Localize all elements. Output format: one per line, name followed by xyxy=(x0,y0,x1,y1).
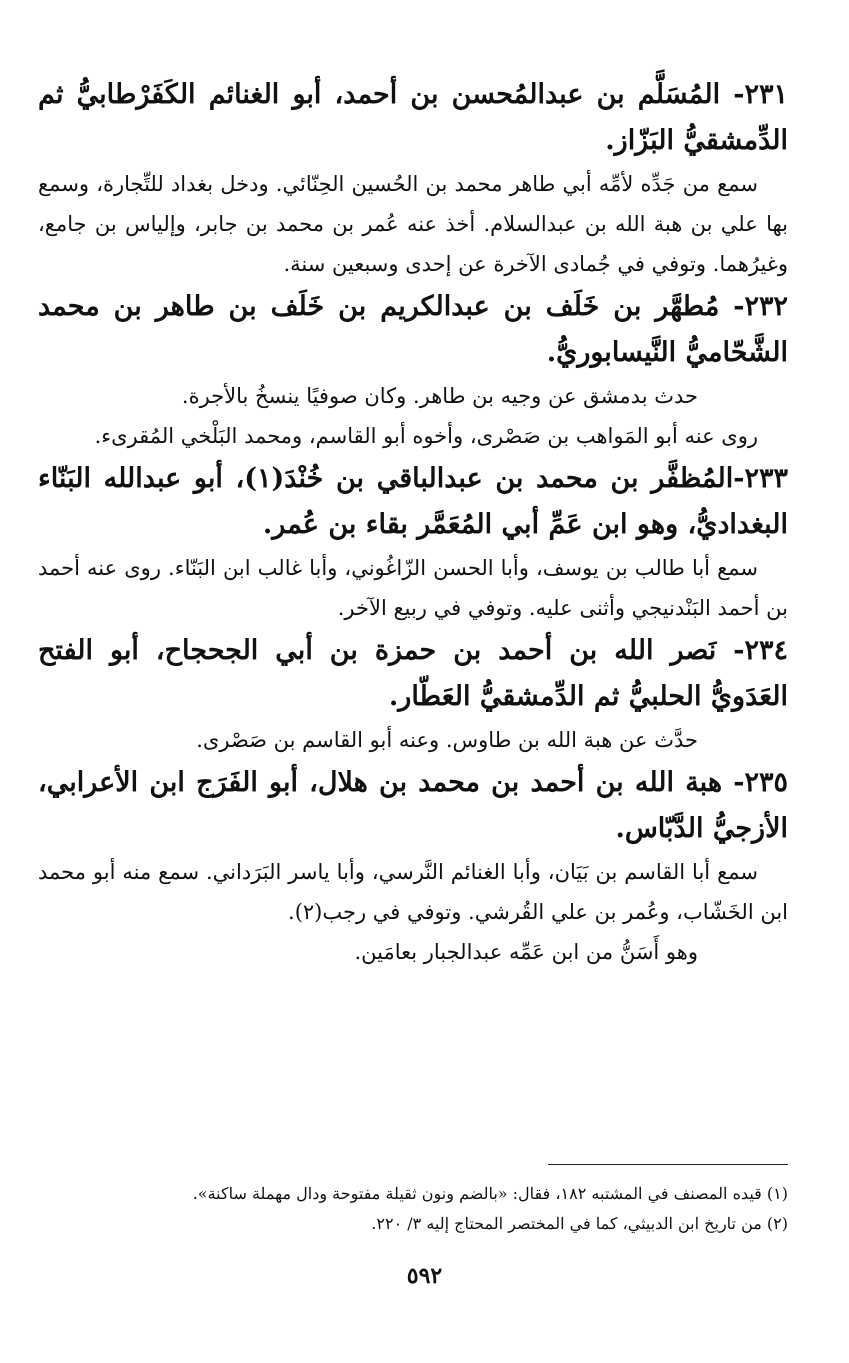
entry-text-235-a: سمع أبا القاسم بن بَيَان، وأبا الغنائم النَّرسي، وأبا ياسر البَرَداني. سمع منه أبو محمد ابن الخَشّاب، وعُمر بن علي القُرشي. وتوفي في رجب(٢). xyxy=(38,860,788,924)
entry-text-234: حدَّث عن هبة الله بن طاوس. وعنه أبو القاسم بن صَصْرى. xyxy=(196,728,698,752)
entry-text-232-b: روى عنه أبو المَواهب بن صَصْرى، وأخوه أبو القاسم، ومحمد البَلْخي المُقرىء. xyxy=(94,424,758,448)
entry-text-231: سمع من جَدِّه لأمِّه أبي طاهر محمد بن الحُسين الحِنّائي. ودخل بغداد للتِّجارة، وسمع بها علي بن هبة الله بن عبدالسلام. أخذ عنه عُمر بن محمد بن جابر، وإلياس بن جامع، وغيرُهما. وتوفي في جُمادى الآخرة عن إحدى وسبعين سنة. xyxy=(38,172,788,276)
footnotes xyxy=(38,1164,788,1239)
entry-text-235-b: وهو أَسَنُّ من ابن عَمِّه عبدالجبار بعامَين. xyxy=(354,940,698,964)
entry-heading-235: ٢٣٥- هبة الله بن أحمد بن محمد بن هلال، أبو الفَرَج ابن الأعرابي، الأزجيُّ الدَّبّاس. xyxy=(38,767,788,844)
page-body xyxy=(38,72,788,972)
footnote-divider xyxy=(548,1164,788,1165)
entry-text-233: سمع أبا طالب بن يوسف، وأبا الحسن الزّاغُوني، وأبا غالب ابن البَنّاء. روى عنه أحمد بن أحمد البَنْدنيجي وأثنى عليه. وتوفي في ربيع الآخر. xyxy=(38,556,788,620)
page-number: ٥٩٢ xyxy=(406,1263,443,1289)
entry-text-232-a: حدث بدمشق عن وجيه بن طاهر. وكان صوفيًا ينسخُ بالأجرة. xyxy=(181,384,698,408)
footnote-2: (٢) من تاريخ ابن الدبيثي، كما في المختصر المحتاج إليه ٣/ ٢٢٠. xyxy=(371,1214,788,1233)
entry-heading-233: ٢٣٣-المُظفَّر بن محمد بن عبدالباقي بن خُنْدَ(١)، أبو عبدالله البَنّاء البغداديُّ، وهو ابن عَمِّ أبي المُعَمَّر بقاء بن عُمر. xyxy=(38,463,788,540)
entry-heading-231: ٢٣١- المُسَلَّم بن عبدالمُحسن بن أحمد، أبو الغنائم الكَفَرْطابيُّ ثم الدِّمشقيُّ البَزّاز. xyxy=(38,79,788,156)
entry-heading-232: ٢٣٢- مُطهَّر بن خَلَف بن عبدالكريم بن خَلَف بن طاهر بن محمد الشَّحّاميُّ النَّيسابوريُّ. xyxy=(38,291,788,368)
entry-heading-234: ٢٣٤- نَصر الله بن أحمد بن حمزة بن أبي الجحجاح، أبو الفتح العَدَويُّ الحلبيُّ ثم الدِّمشقيُّ العَطّار. xyxy=(38,635,788,712)
footnote-1: (١) قيده المصنف في المشتبه ١٨٢، فقال: «بالضم ونون ثقيلة مفتوحة ودال مهملة ساكنة». xyxy=(192,1184,788,1203)
